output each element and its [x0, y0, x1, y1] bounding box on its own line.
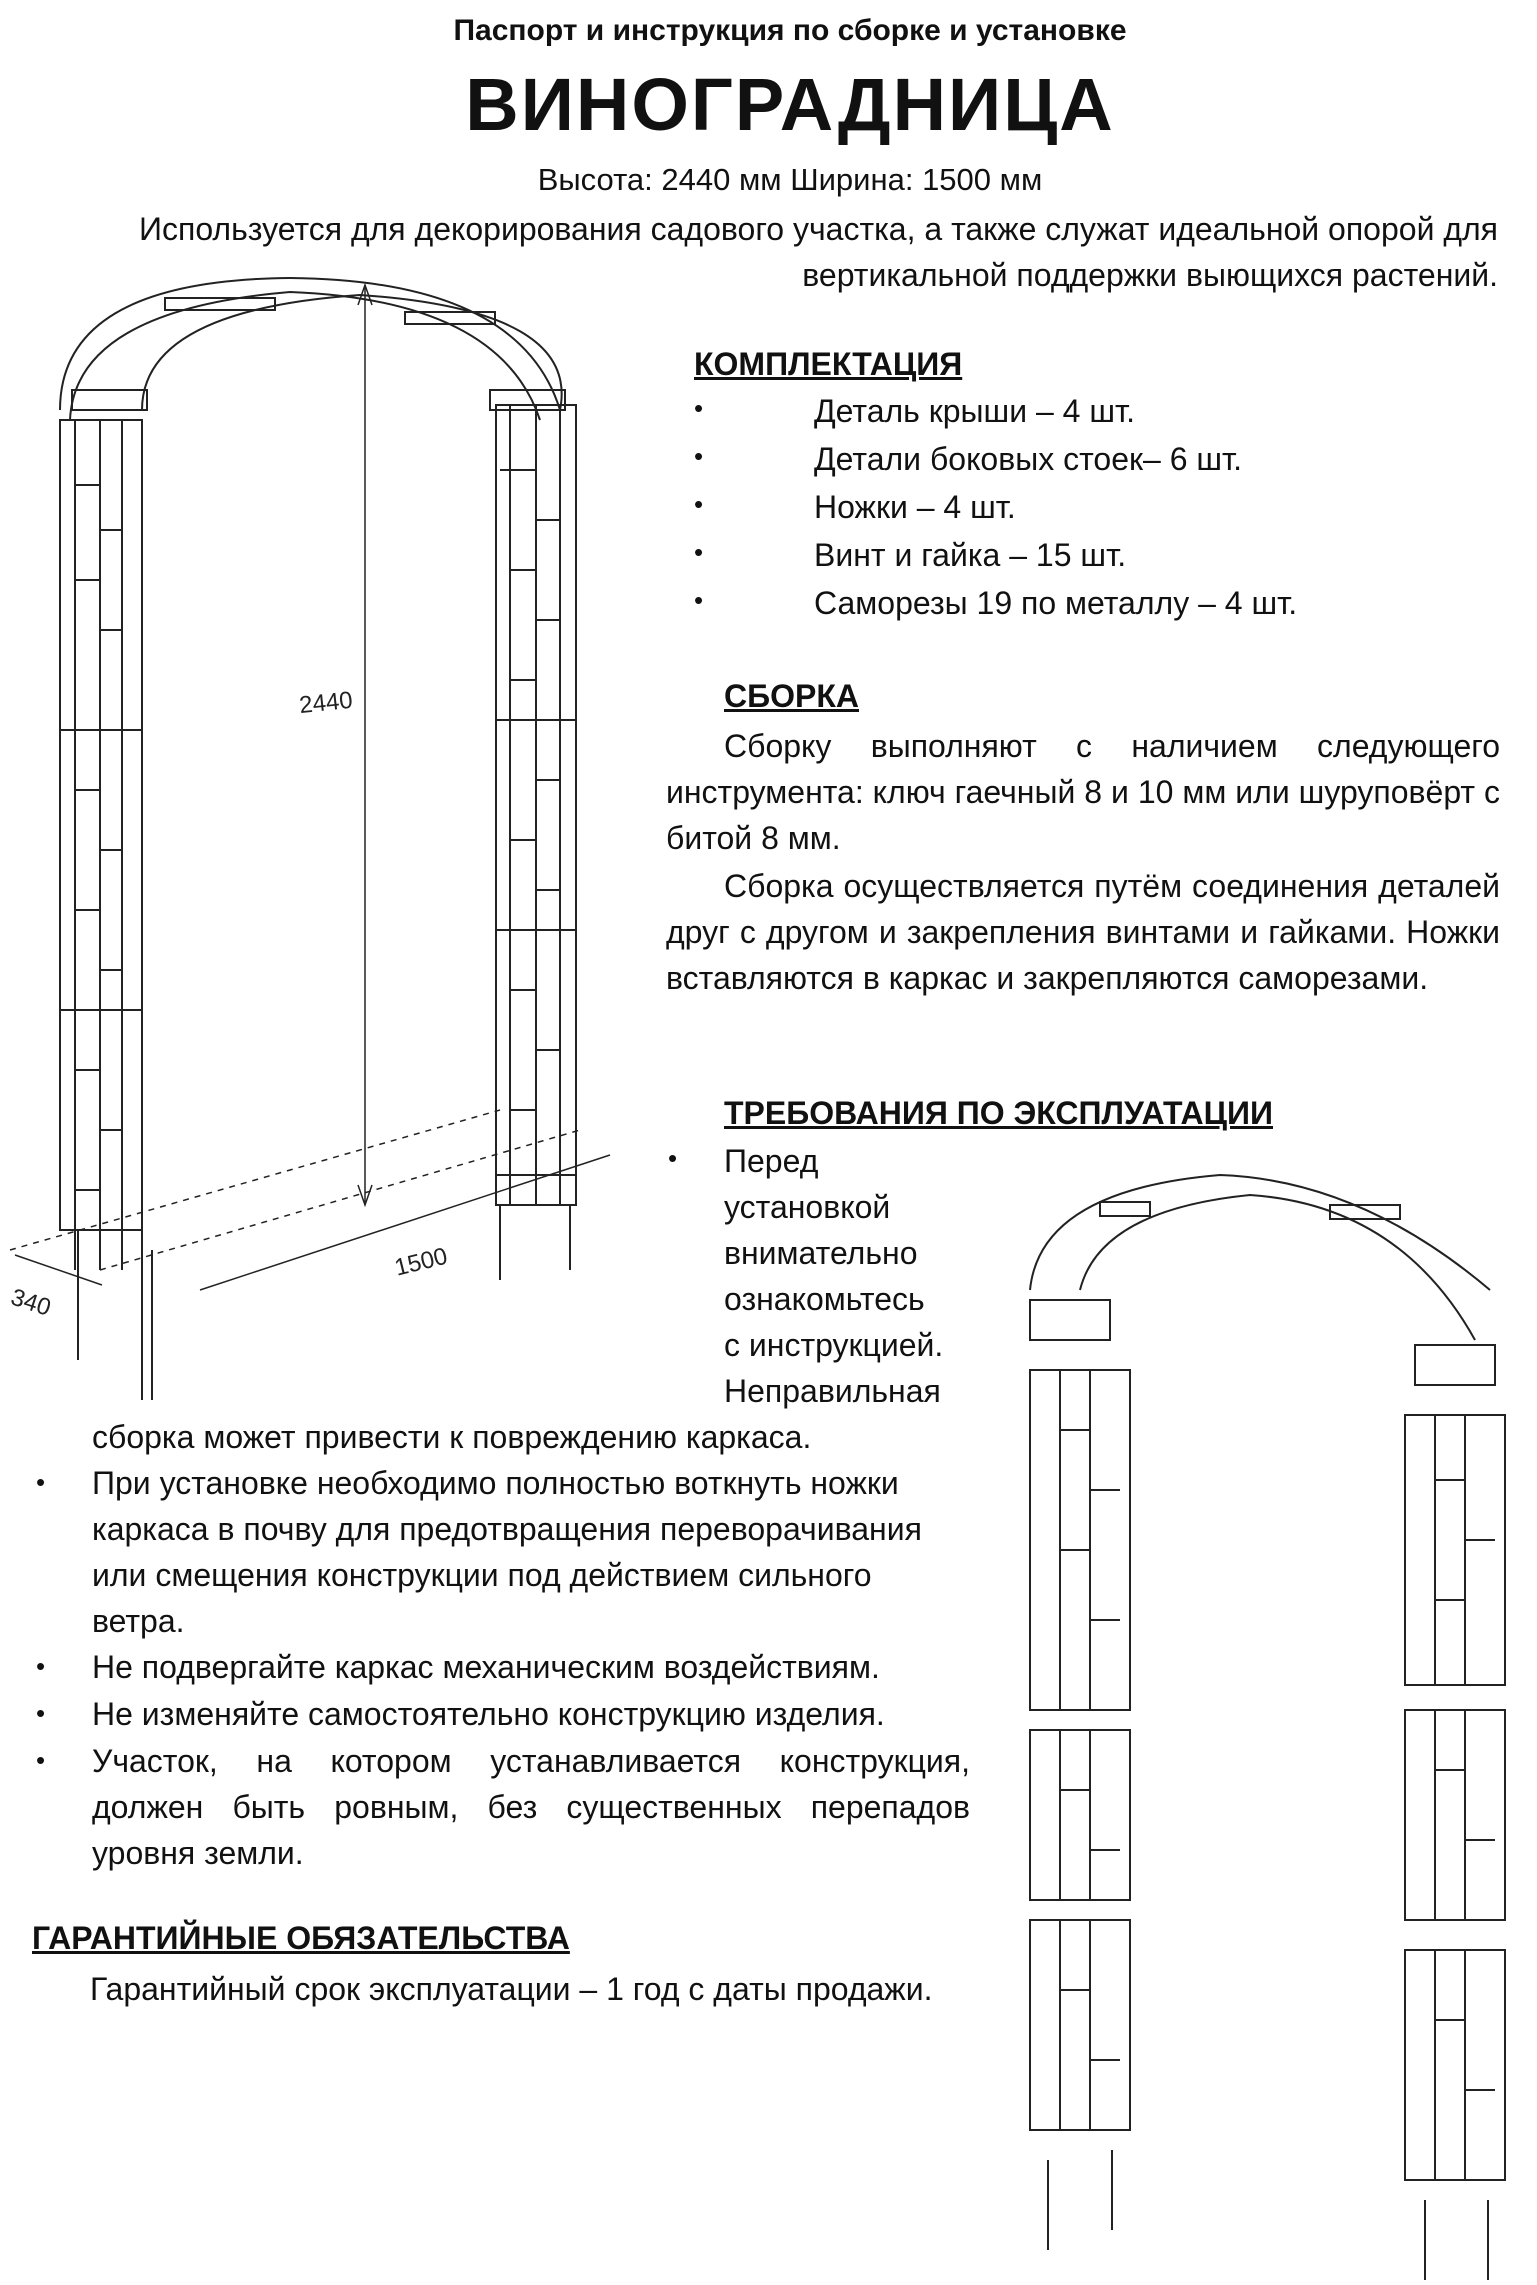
arch-dimension-drawing	[0, 270, 640, 1400]
operation-item-1-tail: сборка может привести к повреждению каркаса.	[92, 1419, 812, 1455]
text-line: с инструкцией.	[724, 1327, 944, 1363]
bullet-marker: •	[36, 1467, 46, 1497]
kit-item-label: Винт и гайка – 15 шт.	[814, 537, 1127, 573]
text-line: Неправильная	[724, 1373, 941, 1409]
bullet-marker: •	[694, 585, 704, 615]
operation-item-2: При установке необходимо полностью воткнуть ножки каркаса в почву для предотвращения переворачивания или смещения конструкции под действием сильного ветра.	[92, 1465, 922, 1639]
depth-dimension-line	[15, 1255, 102, 1285]
assembly-heading: СБОРКА	[724, 678, 859, 714]
assembly-paragraph-process: Сборка осуществляется путём соединения деталей друг с другом и закрепления винтами и гайками. Ножки вставляются в каркас и закрепляются саморезами.	[666, 868, 1500, 996]
bullet-marker: •	[36, 1698, 46, 1728]
left-side-part-mid	[1030, 1730, 1130, 1900]
text-line: ознакомьтесь	[724, 1281, 925, 1317]
kit-item-label: Детали боковых стоек– 6 шт.	[814, 441, 1243, 477]
kit-heading: КОМПЛЕКТАЦИЯ	[694, 346, 963, 382]
operation-item-3: Не подвергайте каркас механическим воздействиям.	[92, 1649, 880, 1685]
document-subtitle: Паспорт и инструкция по сборке и установке	[453, 14, 1127, 47]
kit-item-label: Ножки – 4 шт.	[814, 489, 1016, 525]
warranty-heading: ГАРАНТИЙНЫЕ ОБЯЗАТЕЛЬСТВА	[32, 1920, 570, 1956]
text-line: установкой	[724, 1189, 891, 1225]
arch-inner-curve	[142, 295, 562, 410]
width-label: 1500	[391, 1242, 451, 1282]
height-label: 2440	[297, 686, 354, 720]
operation-item-1-lines	[724, 1138, 1024, 1414]
operation-heading: ТРЕБОВАНИЯ ПО ЭКСПЛУАТАЦИИ	[724, 1095, 1273, 1131]
bullet-marker: •	[694, 489, 704, 519]
warranty-text: Гарантийный срок эксплуатации – 1 год с даты продажи.	[90, 1971, 933, 2007]
right-side-part-mid	[1405, 1710, 1505, 1920]
operation-item-5: Участок, на котором устанавливается конструкция, должен быть ровным, без существенных перепадов уровня земли.	[92, 1743, 970, 1871]
right-side-part-bottom	[1405, 1950, 1505, 2180]
text-line: Перед	[724, 1143, 819, 1179]
dimensions-line: Высота: 2440 мм Ширина: 1500 мм	[537, 162, 1043, 197]
left-side-part-bottom	[1030, 1920, 1130, 2130]
depth-label: 340	[7, 1283, 55, 1322]
operation-item-4: Не изменяйте самостоятельно конструкцию изделия.	[92, 1696, 885, 1732]
assembly-paragraph-tools: Сборку выполняют с наличием следующего инструмента: ключ гаечный 8 и 10 мм или шуруповёрт с битой 8 мм.	[666, 728, 1500, 856]
bullet-marker: •	[694, 393, 704, 423]
bullet-marker: •	[668, 1143, 678, 1173]
kit-item-label: Саморезы 19 по металлу – 4 шт.	[814, 585, 1298, 621]
usage-description: Используется для декорирования садового участка, а также служат идеальной опорой для вертикальной поддержки выющихся растений.	[138, 211, 1498, 293]
arch-exploded-drawing	[1020, 1170, 1535, 2285]
document-title: ВИНОГРАДНИЦА	[465, 63, 1115, 146]
bullet-marker: •	[36, 1651, 46, 1681]
bullet-marker: •	[36, 1745, 46, 1775]
right-side-part-top	[1405, 1415, 1505, 1685]
bullet-marker: •	[694, 537, 704, 567]
text-line: внимательно	[724, 1235, 918, 1271]
bullet-marker: •	[694, 441, 704, 471]
kit-item-label: Деталь крыши – 4 шт.	[814, 393, 1136, 429]
left-side-part-top	[1030, 1370, 1130, 1710]
